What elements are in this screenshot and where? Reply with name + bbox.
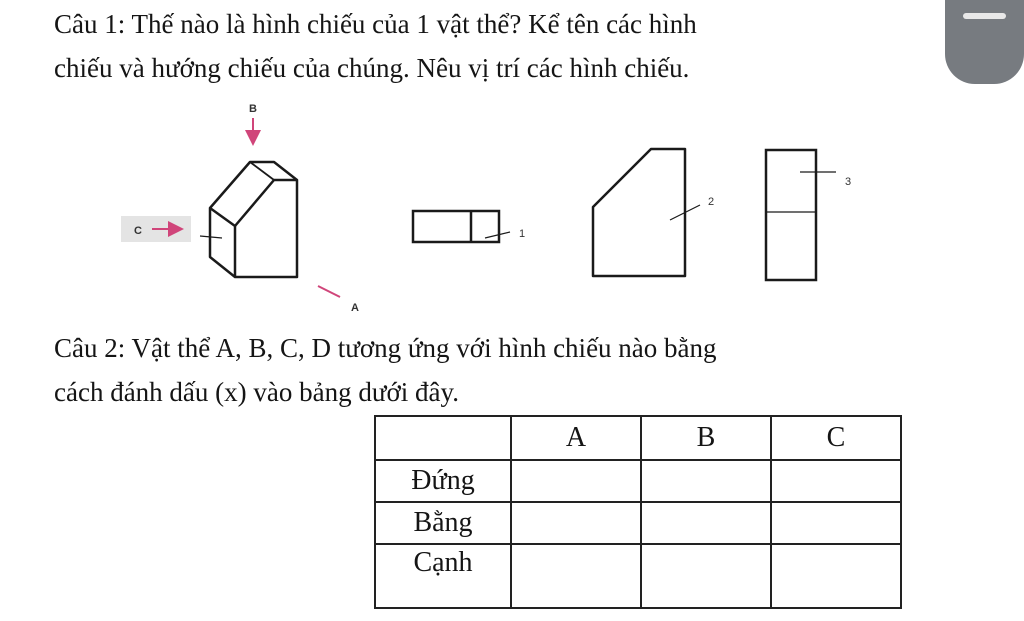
direction-b-arrow xyxy=(249,103,257,140)
direction-b-label: B xyxy=(249,103,257,115)
projection-figure xyxy=(0,90,1024,320)
direction-c-arrow xyxy=(121,216,191,242)
table-row xyxy=(375,460,901,502)
answer-cell[interactable] xyxy=(511,460,641,502)
table-row xyxy=(375,502,901,544)
table-row xyxy=(375,544,901,608)
answer-cell[interactable] xyxy=(641,544,771,608)
answer-cell[interactable] xyxy=(641,502,771,544)
question-2-line-1: Câu 2: Vật thể A, B, C, D tương ứng với hình chiếu nào bằng xyxy=(54,333,717,363)
answer-cell[interactable] xyxy=(511,544,641,608)
view-2-label: 2 xyxy=(708,196,715,208)
row-label: Cạnh xyxy=(375,544,511,608)
direction-c-label: C xyxy=(134,225,142,237)
projection-view-2 xyxy=(593,149,714,276)
row-label: Bằng xyxy=(375,502,511,544)
table-header-cell xyxy=(375,416,511,460)
direction-a-arrow xyxy=(318,286,359,314)
table-header-cell: A xyxy=(511,416,641,460)
answer-cell[interactable] xyxy=(771,502,901,544)
projection-view-3 xyxy=(766,150,851,280)
question-1 xyxy=(54,2,697,90)
view-3-label: 3 xyxy=(845,176,852,188)
menu-button[interactable] xyxy=(945,0,1024,84)
hamburger-icon[interactable] xyxy=(963,13,1006,19)
answer-cell[interactable] xyxy=(511,502,641,544)
table-header-cell: C xyxy=(771,416,901,460)
table-header-row xyxy=(375,416,901,460)
direction-a-label: A xyxy=(351,302,359,314)
table-header-cell: B xyxy=(641,416,771,460)
question-2 xyxy=(54,326,717,414)
row-label: Đứng xyxy=(375,460,511,502)
answer-cell[interactable] xyxy=(771,544,901,608)
answer-table xyxy=(374,415,902,609)
question-1-line-1: Câu 1: Thế nào là hình chiếu của 1 vật thể? Kể tên các hình xyxy=(54,9,697,39)
question-2-line-2: cách đánh dấu (x) vào bảng dưới đây. xyxy=(54,377,460,407)
question-1-line-2: chiếu và hướng chiếu của chúng. Nêu vị trí các hình chiếu. xyxy=(54,53,690,83)
projection-view-1 xyxy=(413,211,525,242)
answer-cell[interactable] xyxy=(771,460,901,502)
view-1-label: 1 xyxy=(519,228,526,240)
isometric-object xyxy=(200,162,297,277)
answer-cell[interactable] xyxy=(641,460,771,502)
